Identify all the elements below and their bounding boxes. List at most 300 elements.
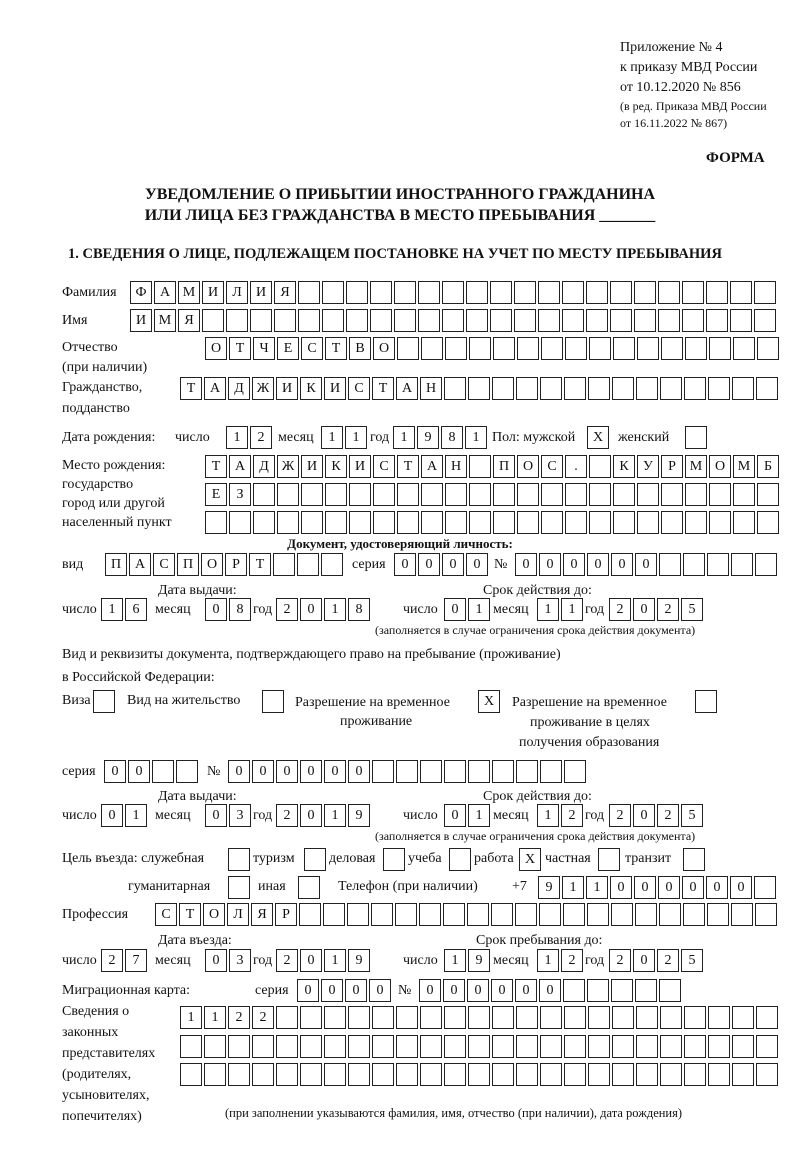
char-cell[interactable] bbox=[661, 511, 683, 534]
char-cell[interactable] bbox=[755, 903, 777, 926]
char-cell[interactable]: 6 bbox=[125, 598, 147, 621]
char-cell[interactable] bbox=[755, 553, 777, 576]
char-cell[interactable] bbox=[493, 511, 515, 534]
char-cell[interactable]: Ч bbox=[253, 337, 275, 360]
month-field[interactable] bbox=[205, 804, 251, 827]
char-cell[interactable] bbox=[516, 760, 538, 783]
year-field[interactable] bbox=[276, 598, 370, 621]
char-cell[interactable]: 1 bbox=[180, 1006, 202, 1029]
char-cell[interactable] bbox=[731, 903, 753, 926]
char-cell[interactable]: 0 bbox=[442, 553, 464, 576]
char-cell[interactable]: 1 bbox=[468, 804, 490, 827]
char-cell[interactable] bbox=[300, 1035, 322, 1058]
char-cell[interactable]: К bbox=[613, 455, 635, 478]
char-cell[interactable] bbox=[563, 979, 585, 1002]
pob-field-row[interactable] bbox=[205, 483, 779, 506]
char-cell[interactable] bbox=[588, 1035, 610, 1058]
purpose-study-checkbox[interactable] bbox=[449, 848, 471, 871]
char-cell[interactable]: А bbox=[396, 377, 418, 400]
char-cell[interactable] bbox=[444, 760, 466, 783]
visa-checkbox[interactable] bbox=[93, 690, 115, 713]
char-cell[interactable] bbox=[277, 483, 299, 506]
char-cell[interactable] bbox=[685, 483, 707, 506]
char-cell[interactable]: Н bbox=[420, 377, 442, 400]
sex-male-checkbox[interactable] bbox=[587, 426, 609, 449]
char-cell[interactable] bbox=[348, 1063, 370, 1086]
char-cell[interactable] bbox=[228, 876, 250, 899]
char-cell[interactable] bbox=[708, 1006, 730, 1029]
char-cell[interactable] bbox=[276, 1063, 298, 1086]
char-cell[interactable]: С bbox=[373, 455, 395, 478]
char-cell[interactable] bbox=[490, 281, 512, 304]
char-cell[interactable] bbox=[276, 1006, 298, 1029]
char-cell[interactable]: М bbox=[154, 309, 176, 332]
char-cell[interactable] bbox=[660, 1063, 682, 1086]
char-cell[interactable] bbox=[273, 553, 295, 576]
char-cell[interactable] bbox=[325, 483, 347, 506]
char-cell[interactable] bbox=[421, 483, 443, 506]
char-cell[interactable]: 0 bbox=[611, 553, 633, 576]
char-cell[interactable]: Р bbox=[661, 455, 683, 478]
profession-field[interactable] bbox=[155, 903, 777, 926]
char-cell[interactable]: Л bbox=[227, 903, 249, 926]
char-cell[interactable]: 0 bbox=[587, 553, 609, 576]
char-cell[interactable] bbox=[516, 1063, 538, 1086]
char-cell[interactable] bbox=[373, 483, 395, 506]
char-cell[interactable] bbox=[449, 848, 471, 871]
char-cell[interactable]: И bbox=[324, 377, 346, 400]
char-cell[interactable] bbox=[731, 553, 753, 576]
char-cell[interactable] bbox=[372, 760, 394, 783]
char-cell[interactable]: 1 bbox=[125, 804, 147, 827]
char-cell[interactable] bbox=[516, 377, 538, 400]
char-cell[interactable] bbox=[589, 483, 611, 506]
char-cell[interactable] bbox=[682, 281, 704, 304]
char-cell[interactable] bbox=[730, 309, 752, 332]
char-cell[interactable] bbox=[397, 337, 419, 360]
char-cell[interactable]: Т bbox=[179, 903, 201, 926]
char-cell[interactable] bbox=[541, 483, 563, 506]
char-cell[interactable]: 0 bbox=[635, 553, 657, 576]
char-cell[interactable] bbox=[660, 377, 682, 400]
char-cell[interactable]: 0 bbox=[515, 979, 537, 1002]
char-cell[interactable] bbox=[695, 690, 717, 713]
char-cell[interactable] bbox=[321, 553, 343, 576]
char-cell[interactable] bbox=[373, 511, 395, 534]
char-cell[interactable]: . bbox=[565, 455, 587, 478]
char-cell[interactable] bbox=[298, 876, 320, 899]
char-cell[interactable] bbox=[757, 511, 779, 534]
char-cell[interactable] bbox=[706, 281, 728, 304]
char-cell[interactable] bbox=[589, 337, 611, 360]
char-cell[interactable] bbox=[421, 511, 443, 534]
right-doc-series-field[interactable] bbox=[104, 760, 198, 783]
char-cell[interactable] bbox=[540, 1035, 562, 1058]
char-cell[interactable] bbox=[298, 309, 320, 332]
char-cell[interactable]: Ф bbox=[130, 281, 152, 304]
purpose-service-checkbox[interactable] bbox=[228, 848, 250, 871]
char-cell[interactable] bbox=[514, 281, 536, 304]
char-cell[interactable]: М bbox=[178, 281, 200, 304]
year-field[interactable] bbox=[276, 949, 370, 972]
char-cell[interactable]: Ж bbox=[252, 377, 274, 400]
char-cell[interactable]: 2 bbox=[228, 1006, 250, 1029]
char-cell[interactable] bbox=[733, 483, 755, 506]
char-cell[interactable] bbox=[468, 377, 490, 400]
char-cell[interactable] bbox=[613, 337, 635, 360]
char-cell[interactable] bbox=[586, 309, 608, 332]
char-cell[interactable]: 0 bbox=[394, 553, 416, 576]
char-cell[interactable] bbox=[732, 377, 754, 400]
char-cell[interactable]: 3 bbox=[229, 804, 251, 827]
char-cell[interactable] bbox=[565, 511, 587, 534]
char-cell[interactable] bbox=[516, 1035, 538, 1058]
char-cell[interactable] bbox=[708, 1063, 730, 1086]
char-cell[interactable] bbox=[660, 1006, 682, 1029]
char-cell[interactable] bbox=[299, 903, 321, 926]
char-cell[interactable] bbox=[589, 511, 611, 534]
char-cell[interactable] bbox=[372, 1063, 394, 1086]
char-cell[interactable]: Т bbox=[180, 377, 202, 400]
char-cell[interactable]: 8 bbox=[348, 598, 370, 621]
char-cell[interactable] bbox=[253, 511, 275, 534]
purpose-private-checkbox[interactable] bbox=[598, 848, 620, 871]
char-cell[interactable]: Р bbox=[225, 553, 247, 576]
char-cell[interactable] bbox=[517, 337, 539, 360]
char-cell[interactable] bbox=[324, 1063, 346, 1086]
char-cell[interactable] bbox=[635, 903, 657, 926]
char-cell[interactable] bbox=[540, 1006, 562, 1029]
char-cell[interactable] bbox=[706, 309, 728, 332]
char-cell[interactable] bbox=[565, 483, 587, 506]
char-cell[interactable]: А bbox=[154, 281, 176, 304]
char-cell[interactable]: 0 bbox=[300, 760, 322, 783]
char-cell[interactable] bbox=[492, 760, 514, 783]
char-cell[interactable] bbox=[709, 337, 731, 360]
char-cell[interactable] bbox=[754, 876, 776, 899]
char-cell[interactable] bbox=[659, 979, 681, 1002]
char-cell[interactable]: О bbox=[205, 337, 227, 360]
char-cell[interactable]: 2 bbox=[609, 804, 631, 827]
char-cell[interactable]: Н bbox=[445, 455, 467, 478]
char-cell[interactable] bbox=[444, 1035, 466, 1058]
residence-checkbox[interactable] bbox=[262, 690, 284, 713]
char-cell[interactable] bbox=[636, 1063, 658, 1086]
char-cell[interactable] bbox=[468, 1006, 490, 1029]
char-cell[interactable]: Т bbox=[397, 455, 419, 478]
char-cell[interactable] bbox=[637, 511, 659, 534]
char-cell[interactable] bbox=[370, 281, 392, 304]
char-cell[interactable] bbox=[659, 903, 681, 926]
representatives-field-row[interactable] bbox=[180, 1006, 778, 1029]
char-cell[interactable] bbox=[468, 1035, 490, 1058]
char-cell[interactable]: Е bbox=[205, 483, 227, 506]
day-field[interactable] bbox=[444, 949, 490, 972]
char-cell[interactable] bbox=[492, 1063, 514, 1086]
year-field[interactable] bbox=[609, 949, 703, 972]
char-cell[interactable] bbox=[253, 483, 275, 506]
char-cell[interactable] bbox=[685, 426, 707, 449]
char-cell[interactable] bbox=[708, 1035, 730, 1058]
purpose-other-checkbox[interactable] bbox=[298, 876, 320, 899]
char-cell[interactable] bbox=[492, 1035, 514, 1058]
char-cell[interactable]: Л bbox=[226, 281, 248, 304]
char-cell[interactable] bbox=[469, 455, 491, 478]
char-cell[interactable] bbox=[493, 483, 515, 506]
char-cell[interactable] bbox=[563, 903, 585, 926]
char-cell[interactable] bbox=[466, 309, 488, 332]
char-cell[interactable] bbox=[492, 377, 514, 400]
char-cell[interactable]: 1 bbox=[537, 949, 559, 972]
char-cell[interactable] bbox=[685, 337, 707, 360]
char-cell[interactable] bbox=[756, 1035, 778, 1058]
char-cell[interactable]: В bbox=[349, 337, 371, 360]
char-cell[interactable] bbox=[395, 903, 417, 926]
char-cell[interactable] bbox=[658, 281, 680, 304]
char-cell[interactable]: 0 bbox=[466, 553, 488, 576]
char-cell[interactable] bbox=[349, 483, 371, 506]
char-cell[interactable]: 0 bbox=[205, 598, 227, 621]
char-cell[interactable] bbox=[613, 483, 635, 506]
patronymic-field[interactable] bbox=[205, 337, 779, 360]
char-cell[interactable] bbox=[348, 1006, 370, 1029]
char-cell[interactable] bbox=[469, 483, 491, 506]
char-cell[interactable] bbox=[444, 1063, 466, 1086]
char-cell[interactable] bbox=[562, 309, 584, 332]
char-cell[interactable]: А bbox=[129, 553, 151, 576]
char-cell[interactable]: 2 bbox=[250, 426, 272, 449]
char-cell[interactable]: 0 bbox=[252, 760, 274, 783]
char-cell[interactable]: 0 bbox=[563, 553, 585, 576]
char-cell[interactable] bbox=[658, 309, 680, 332]
char-cell[interactable] bbox=[733, 511, 755, 534]
char-cell[interactable] bbox=[540, 760, 562, 783]
char-cell[interactable] bbox=[372, 1006, 394, 1029]
char-cell[interactable] bbox=[612, 1035, 634, 1058]
char-cell[interactable] bbox=[469, 511, 491, 534]
char-cell[interactable]: П bbox=[105, 553, 127, 576]
char-cell[interactable]: 8 bbox=[229, 598, 251, 621]
char-cell[interactable]: 1 bbox=[586, 876, 608, 899]
char-cell[interactable]: 0 bbox=[205, 949, 227, 972]
year-field[interactable] bbox=[609, 804, 703, 827]
char-cell[interactable]: И bbox=[130, 309, 152, 332]
char-cell[interactable]: 0 bbox=[633, 598, 655, 621]
char-cell[interactable]: 2 bbox=[657, 804, 679, 827]
id-doc-number-field[interactable] bbox=[515, 553, 777, 576]
char-cell[interactable]: 2 bbox=[657, 949, 679, 972]
day-field[interactable] bbox=[101, 598, 147, 621]
char-cell[interactable] bbox=[301, 511, 323, 534]
char-cell[interactable] bbox=[418, 281, 440, 304]
char-cell[interactable]: 9 bbox=[348, 804, 370, 827]
char-cell[interactable] bbox=[202, 309, 224, 332]
char-cell[interactable] bbox=[564, 1006, 586, 1029]
char-cell[interactable]: Д bbox=[228, 377, 250, 400]
char-cell[interactable]: Р bbox=[275, 903, 297, 926]
char-cell[interactable]: 1 bbox=[465, 426, 487, 449]
char-cell[interactable] bbox=[229, 511, 251, 534]
char-cell[interactable] bbox=[396, 1006, 418, 1029]
char-cell[interactable] bbox=[661, 483, 683, 506]
char-cell[interactable] bbox=[756, 1063, 778, 1086]
char-cell[interactable] bbox=[732, 1035, 754, 1058]
char-cell[interactable] bbox=[372, 1035, 394, 1058]
char-cell[interactable]: X bbox=[478, 690, 500, 713]
char-cell[interactable] bbox=[490, 309, 512, 332]
year-field[interactable] bbox=[276, 804, 370, 827]
char-cell[interactable] bbox=[250, 309, 272, 332]
dob-month-field[interactable] bbox=[321, 426, 367, 449]
day-field[interactable] bbox=[101, 804, 147, 827]
char-cell[interactable] bbox=[394, 281, 416, 304]
char-cell[interactable] bbox=[491, 903, 513, 926]
char-cell[interactable]: С bbox=[301, 337, 323, 360]
char-cell[interactable] bbox=[300, 1006, 322, 1029]
char-cell[interactable]: 0 bbox=[682, 876, 704, 899]
char-cell[interactable] bbox=[468, 1063, 490, 1086]
migration-series-field[interactable] bbox=[297, 979, 391, 1002]
char-cell[interactable]: X bbox=[587, 426, 609, 449]
char-cell[interactable] bbox=[611, 903, 633, 926]
char-cell[interactable] bbox=[684, 1006, 706, 1029]
char-cell[interactable] bbox=[709, 511, 731, 534]
char-cell[interactable] bbox=[420, 760, 442, 783]
char-cell[interactable]: 2 bbox=[561, 804, 583, 827]
char-cell[interactable]: 2 bbox=[276, 949, 298, 972]
char-cell[interactable]: 7 bbox=[125, 949, 147, 972]
char-cell[interactable] bbox=[420, 1006, 442, 1029]
char-cell[interactable] bbox=[274, 309, 296, 332]
char-cell[interactable]: С bbox=[155, 903, 177, 926]
char-cell[interactable] bbox=[684, 1063, 706, 1086]
char-cell[interactable] bbox=[732, 1006, 754, 1029]
char-cell[interactable]: О bbox=[709, 455, 731, 478]
char-cell[interactable] bbox=[588, 1063, 610, 1086]
char-cell[interactable]: О bbox=[201, 553, 223, 576]
char-cell[interactable]: 0 bbox=[104, 760, 126, 783]
char-cell[interactable] bbox=[660, 1035, 682, 1058]
char-cell[interactable]: Е bbox=[277, 337, 299, 360]
char-cell[interactable]: 0 bbox=[101, 804, 123, 827]
char-cell[interactable] bbox=[396, 1035, 418, 1058]
char-cell[interactable]: И bbox=[202, 281, 224, 304]
char-cell[interactable]: 0 bbox=[300, 804, 322, 827]
char-cell[interactable] bbox=[613, 511, 635, 534]
purpose-business-checkbox[interactable] bbox=[383, 848, 405, 871]
citizenship-field[interactable] bbox=[180, 377, 778, 400]
char-cell[interactable] bbox=[540, 1063, 562, 1086]
char-cell[interactable] bbox=[539, 903, 561, 926]
char-cell[interactable] bbox=[754, 309, 776, 332]
char-cell[interactable] bbox=[684, 377, 706, 400]
char-cell[interactable] bbox=[226, 309, 248, 332]
char-cell[interactable]: 0 bbox=[515, 553, 537, 576]
char-cell[interactable] bbox=[444, 377, 466, 400]
char-cell[interactable] bbox=[301, 483, 323, 506]
char-cell[interactable]: 0 bbox=[633, 804, 655, 827]
id-doc-series-field[interactable] bbox=[394, 553, 488, 576]
char-cell[interactable]: П bbox=[493, 455, 515, 478]
char-cell[interactable] bbox=[754, 281, 776, 304]
char-cell[interactable]: 2 bbox=[561, 949, 583, 972]
char-cell[interactable] bbox=[394, 309, 416, 332]
char-cell[interactable]: Т bbox=[229, 337, 251, 360]
char-cell[interactable] bbox=[685, 511, 707, 534]
char-cell[interactable]: Ж bbox=[277, 455, 299, 478]
char-cell[interactable]: 0 bbox=[348, 760, 370, 783]
char-cell[interactable] bbox=[442, 309, 464, 332]
char-cell[interactable] bbox=[445, 511, 467, 534]
char-cell[interactable]: 0 bbox=[297, 979, 319, 1002]
char-cell[interactable]: 1 bbox=[204, 1006, 226, 1029]
char-cell[interactable] bbox=[564, 760, 586, 783]
char-cell[interactable] bbox=[371, 903, 393, 926]
char-cell[interactable] bbox=[636, 1035, 658, 1058]
char-cell[interactable]: 1 bbox=[345, 426, 367, 449]
char-cell[interactable]: 0 bbox=[706, 876, 728, 899]
char-cell[interactable]: 1 bbox=[444, 949, 466, 972]
char-cell[interactable] bbox=[612, 1063, 634, 1086]
char-cell[interactable]: А bbox=[421, 455, 443, 478]
char-cell[interactable] bbox=[684, 1035, 706, 1058]
char-cell[interactable] bbox=[634, 281, 656, 304]
char-cell[interactable]: 0 bbox=[345, 979, 367, 1002]
char-cell[interactable]: 0 bbox=[321, 979, 343, 1002]
char-cell[interactable] bbox=[322, 281, 344, 304]
char-cell[interactable]: Я bbox=[251, 903, 273, 926]
char-cell[interactable] bbox=[564, 377, 586, 400]
char-cell[interactable]: К bbox=[300, 377, 322, 400]
char-cell[interactable]: П bbox=[177, 553, 199, 576]
char-cell[interactable]: А bbox=[229, 455, 251, 478]
char-cell[interactable]: Б bbox=[757, 455, 779, 478]
char-cell[interactable]: 0 bbox=[128, 760, 150, 783]
char-cell[interactable] bbox=[635, 979, 657, 1002]
phone-field[interactable] bbox=[538, 876, 776, 899]
char-cell[interactable] bbox=[538, 309, 560, 332]
char-cell[interactable] bbox=[228, 848, 250, 871]
char-cell[interactable]: 0 bbox=[539, 553, 561, 576]
char-cell[interactable]: К bbox=[325, 455, 347, 478]
char-cell[interactable]: 0 bbox=[658, 876, 680, 899]
char-cell[interactable] bbox=[252, 1035, 274, 1058]
char-cell[interactable]: 1 bbox=[324, 949, 346, 972]
char-cell[interactable] bbox=[587, 979, 609, 1002]
char-cell[interactable]: Т bbox=[372, 377, 394, 400]
char-cell[interactable] bbox=[418, 309, 440, 332]
char-cell[interactable] bbox=[304, 848, 326, 871]
char-cell[interactable] bbox=[324, 1035, 346, 1058]
char-cell[interactable]: 2 bbox=[276, 804, 298, 827]
char-cell[interactable] bbox=[445, 337, 467, 360]
day-field[interactable] bbox=[444, 804, 490, 827]
char-cell[interactable]: Т bbox=[249, 553, 271, 576]
purpose-work-checkbox[interactable] bbox=[519, 848, 541, 871]
char-cell[interactable] bbox=[683, 553, 705, 576]
char-cell[interactable] bbox=[492, 1006, 514, 1029]
char-cell[interactable]: 9 bbox=[468, 949, 490, 972]
char-cell[interactable] bbox=[442, 281, 464, 304]
char-cell[interactable]: 9 bbox=[538, 876, 560, 899]
char-cell[interactable]: 1 bbox=[468, 598, 490, 621]
purpose-humanitarian-checkbox[interactable] bbox=[228, 876, 250, 899]
char-cell[interactable]: М bbox=[733, 455, 755, 478]
char-cell[interactable]: 0 bbox=[491, 979, 513, 1002]
char-cell[interactable] bbox=[276, 1035, 298, 1058]
char-cell[interactable] bbox=[610, 281, 632, 304]
char-cell[interactable] bbox=[421, 337, 443, 360]
